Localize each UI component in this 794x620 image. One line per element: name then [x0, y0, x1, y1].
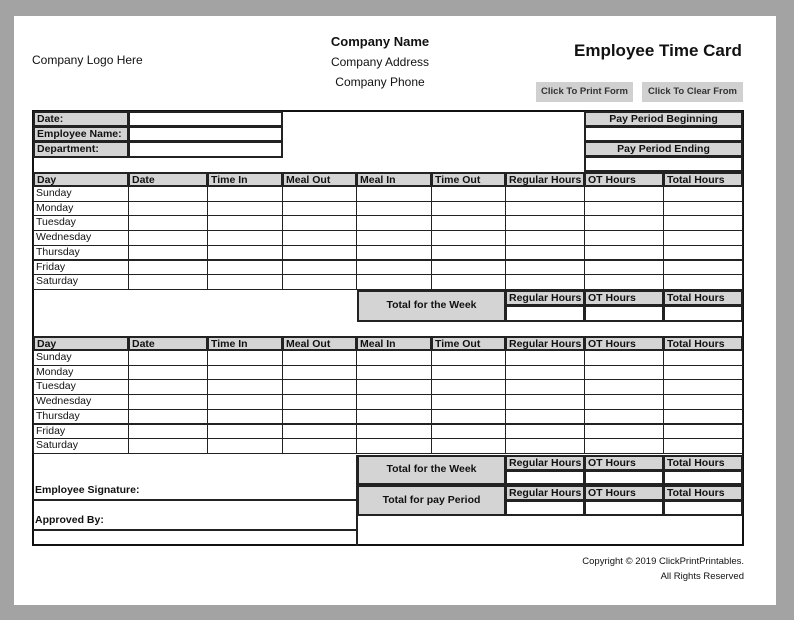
week1-monday-date-cell[interactable] — [128, 201, 208, 217]
week1-total-regular-hours-field[interactable] — [505, 305, 585, 322]
week1-header-regular-hours: Regular Hours — [505, 172, 585, 187]
week2-day-saturday: Saturday — [33, 438, 129, 454]
week2-total-ot-hours-label: OT Hours — [584, 455, 664, 471]
week2-friday-total-hours-cell[interactable] — [663, 424, 743, 440]
week2-day-friday: Friday — [33, 424, 129, 440]
week2-wednesday-time-in-cell[interactable] — [207, 394, 283, 410]
week1-friday-total-hours-cell[interactable] — [663, 260, 743, 276]
week1-day-monday: Monday — [33, 201, 129, 217]
week2-friday-regular-hours-cell[interactable] — [505, 424, 585, 440]
week1-friday-meal-in-cell[interactable] — [356, 260, 432, 276]
date-label: Date: — [33, 111, 129, 127]
week1-wednesday-meal-out-cell[interactable] — [282, 230, 357, 246]
week2-sunday-total-hours-cell[interactable] — [663, 350, 743, 366]
week1-thursday-regular-hours-cell[interactable] — [505, 245, 585, 261]
week2-total-regular-hours-label: Regular Hours — [505, 455, 585, 471]
week2-friday-meal-out-cell[interactable] — [282, 424, 357, 440]
week1-wednesday-time-out-cell[interactable] — [431, 230, 506, 246]
week1-total-label: Total for the Week — [357, 290, 506, 322]
week1-monday-meal-in-cell[interactable] — [356, 201, 432, 217]
week1-wednesday-total-hours-cell[interactable] — [663, 230, 743, 246]
week1-monday-ot-hours-cell[interactable] — [584, 201, 664, 217]
week1-saturday-total-hours-cell[interactable] — [663, 274, 743, 290]
week2-wednesday-regular-hours-cell[interactable] — [505, 394, 585, 410]
company-phone: Company Phone — [335, 75, 425, 89]
week2-header-date: Date — [128, 336, 208, 351]
pay-period-total-ot-hours-label: OT Hours — [584, 485, 664, 501]
pay-period-total-ot-hours-field[interactable] — [584, 500, 664, 516]
week1-total-ot-hours-label: OT Hours — [584, 290, 664, 306]
week1-thursday-meal-out-cell[interactable] — [282, 245, 357, 261]
date-field[interactable] — [128, 111, 283, 127]
week2-tuesday-date-cell[interactable] — [128, 379, 208, 395]
week1-wednesday-ot-hours-cell[interactable] — [584, 230, 664, 246]
week2-header-total-hours: Total Hours — [663, 336, 743, 351]
week2-header-meal-in: Meal In — [356, 336, 432, 351]
week1-total-total-hours-label: Total Hours — [663, 290, 743, 306]
week1-friday-time-in-cell[interactable] — [207, 260, 283, 276]
week1-day-sunday: Sunday — [33, 186, 129, 202]
company-name: Company Name — [330, 34, 430, 49]
week1-friday-time-out-cell[interactable] — [431, 260, 506, 276]
week2-wednesday-ot-hours-cell[interactable] — [584, 394, 664, 410]
week2-saturday-date-cell[interactable] — [128, 438, 208, 454]
week2-saturday-meal-in-cell[interactable] — [356, 438, 432, 454]
week2-header-time-in: Time In — [207, 336, 283, 351]
week1-monday-regular-hours-cell[interactable] — [505, 201, 585, 217]
pay-period-beginning-field[interactable] — [584, 126, 743, 142]
week1-day-thursday: Thursday — [33, 245, 129, 261]
pay-period-total-label: Total for pay Period — [357, 485, 506, 516]
week2-friday-time-in-cell[interactable] — [207, 424, 283, 440]
week2-thursday-regular-hours-cell[interactable] — [505, 409, 585, 425]
week2-total-label: Total for the Week — [357, 455, 506, 485]
week1-wednesday-regular-hours-cell[interactable] — [505, 230, 585, 246]
week2-friday-date-cell[interactable] — [128, 424, 208, 440]
week1-friday-regular-hours-cell[interactable] — [505, 260, 585, 276]
week1-sunday-meal-out-cell[interactable] — [282, 186, 357, 202]
week1-sunday-regular-hours-cell[interactable] — [505, 186, 585, 202]
week1-monday-time-out-cell[interactable] — [431, 201, 506, 217]
week1-tuesday-ot-hours-cell[interactable] — [584, 215, 664, 231]
pay-period-ending-field[interactable] — [584, 156, 743, 172]
week2-thursday-total-hours-cell[interactable] — [663, 409, 743, 425]
department-field[interactable] — [128, 141, 283, 158]
week2-monday-time-out-cell[interactable] — [431, 365, 506, 381]
week2-sunday-meal-in-cell[interactable] — [356, 350, 432, 366]
week2-saturday-ot-hours-cell[interactable] — [584, 438, 664, 454]
week1-sunday-total-hours-cell[interactable] — [663, 186, 743, 202]
approved-by-field[interactable] — [33, 530, 358, 546]
week2-total-ot-hours-field[interactable] — [584, 470, 664, 485]
week1-day-wednesday: Wednesday — [33, 230, 129, 246]
week1-day-tuesday: Tuesday — [33, 215, 129, 231]
week2-day-monday: Monday — [33, 365, 129, 381]
week1-monday-time-in-cell[interactable] — [207, 201, 283, 217]
week1-saturday-meal-in-cell[interactable] — [356, 274, 432, 290]
week2-friday-ot-hours-cell[interactable] — [584, 424, 664, 440]
week2-day-tuesday: Tuesday — [33, 379, 129, 395]
week2-saturday-time-out-cell[interactable] — [431, 438, 506, 454]
week2-thursday-meal-out-cell[interactable] — [282, 409, 357, 425]
employee-name-field[interactable] — [128, 126, 283, 142]
week2-sunday-ot-hours-cell[interactable] — [584, 350, 664, 366]
page-title: Employee Time Card — [574, 41, 742, 60]
week1-friday-date-cell[interactable] — [128, 260, 208, 276]
week2-thursday-time-out-cell[interactable] — [431, 409, 506, 425]
pay-period-total-total-hours-field[interactable] — [663, 500, 743, 516]
week2-thursday-date-cell[interactable] — [128, 409, 208, 425]
week2-tuesday-time-in-cell[interactable] — [207, 379, 283, 395]
week1-header-time-out: Time Out — [431, 172, 506, 187]
pay-period-beginning-label: Pay Period Beginning — [584, 111, 743, 127]
company-address: Company Address — [330, 55, 430, 69]
week2-sunday-time-out-cell[interactable] — [431, 350, 506, 366]
week1-wednesday-date-cell[interactable] — [128, 230, 208, 246]
week1-header-time-in: Time In — [207, 172, 283, 187]
week2-sunday-date-cell[interactable] — [128, 350, 208, 366]
week2-wednesday-time-out-cell[interactable] — [431, 394, 506, 410]
week2-monday-meal-in-cell[interactable] — [356, 365, 432, 381]
week2-monday-regular-hours-cell[interactable] — [505, 365, 585, 381]
week2-header-meal-out: Meal Out — [282, 336, 357, 351]
time-card-sheet — [14, 16, 776, 605]
week1-header-date: Date — [128, 172, 208, 187]
week2-monday-total-hours-cell[interactable] — [663, 365, 743, 381]
week2-saturday-meal-out-cell[interactable] — [282, 438, 357, 454]
week1-saturday-ot-hours-cell[interactable] — [584, 274, 664, 290]
week1-total-total-hours-field[interactable] — [663, 305, 743, 322]
week2-header-regular-hours: Regular Hours — [505, 336, 585, 351]
week1-tuesday-regular-hours-cell[interactable] — [505, 215, 585, 231]
week2-tuesday-regular-hours-cell[interactable] — [505, 379, 585, 395]
copyright-text: Copyright © 2019 ClickPrintPrintables. — [582, 556, 744, 567]
week2-tuesday-meal-out-cell[interactable] — [282, 379, 357, 395]
week1-sunday-time-in-cell[interactable] — [207, 186, 283, 202]
week2-friday-time-out-cell[interactable] — [431, 424, 506, 440]
company-logo-placeholder: Company Logo Here — [32, 53, 143, 67]
week1-total-regular-hours-label: Regular Hours — [505, 290, 585, 306]
week1-tuesday-time-in-cell[interactable] — [207, 215, 283, 231]
week1-header-total-hours: Total Hours — [663, 172, 743, 187]
week1-sunday-date-cell[interactable] — [128, 186, 208, 202]
week1-saturday-time-in-cell[interactable] — [207, 274, 283, 290]
week2-wednesday-total-hours-cell[interactable] — [663, 394, 743, 410]
print-form-button[interactable]: Click To Print Form — [536, 82, 633, 102]
week1-wednesday-meal-in-cell[interactable] — [356, 230, 432, 246]
week1-saturday-meal-out-cell[interactable] — [282, 274, 357, 290]
week1-sunday-time-out-cell[interactable] — [431, 186, 506, 202]
week1-day-friday: Friday — [33, 260, 129, 276]
approved-by-label: Approved By: — [33, 500, 358, 531]
week2-monday-meal-out-cell[interactable] — [282, 365, 357, 381]
week2-sunday-meal-out-cell[interactable] — [282, 350, 357, 366]
week1-thursday-total-hours-cell[interactable] — [663, 245, 743, 261]
week1-thursday-date-cell[interactable] — [128, 245, 208, 261]
week1-day-saturday: Saturday — [33, 274, 129, 290]
week1-monday-meal-out-cell[interactable] — [282, 201, 357, 217]
clear-form-button[interactable]: Click To Clear From — [642, 82, 743, 102]
week2-saturday-time-in-cell[interactable] — [207, 438, 283, 454]
week2-monday-ot-hours-cell[interactable] — [584, 365, 664, 381]
week2-tuesday-total-hours-cell[interactable] — [663, 379, 743, 395]
week2-sunday-time-in-cell[interactable] — [207, 350, 283, 366]
week1-tuesday-date-cell[interactable] — [128, 215, 208, 231]
week2-day-sunday: Sunday — [33, 350, 129, 366]
week2-thursday-meal-in-cell[interactable] — [356, 409, 432, 425]
week2-header-day: Day — [33, 336, 129, 351]
employee-name-label: Employee Name: — [33, 126, 129, 142]
week2-tuesday-ot-hours-cell[interactable] — [584, 379, 664, 395]
week2-wednesday-meal-out-cell[interactable] — [282, 394, 357, 410]
week1-tuesday-time-out-cell[interactable] — [431, 215, 506, 231]
week2-thursday-time-in-cell[interactable] — [207, 409, 283, 425]
week2-tuesday-time-out-cell[interactable] — [431, 379, 506, 395]
week2-day-wednesday: Wednesday — [33, 394, 129, 410]
week1-saturday-regular-hours-cell[interactable] — [505, 274, 585, 290]
week1-header-day: Day — [33, 172, 129, 187]
week1-sunday-ot-hours-cell[interactable] — [584, 186, 664, 202]
week1-thursday-time-in-cell[interactable] — [207, 245, 283, 261]
week2-wednesday-meal-in-cell[interactable] — [356, 394, 432, 410]
pay-period-total-total-hours-label: Total Hours — [663, 485, 743, 501]
week1-sunday-meal-in-cell[interactable] — [356, 186, 432, 202]
week2-saturday-regular-hours-cell[interactable] — [505, 438, 585, 454]
pay-period-total-regular-hours-field[interactable] — [505, 500, 585, 516]
week1-thursday-time-out-cell[interactable] — [431, 245, 506, 261]
week1-tuesday-meal-in-cell[interactable] — [356, 215, 432, 231]
week2-saturday-total-hours-cell[interactable] — [663, 438, 743, 454]
week1-header-meal-out: Meal Out — [282, 172, 357, 187]
week2-tuesday-meal-in-cell[interactable] — [356, 379, 432, 395]
week1-wednesday-time-in-cell[interactable] — [207, 230, 283, 246]
week1-thursday-ot-hours-cell[interactable] — [584, 245, 664, 261]
week1-header-meal-in: Meal In — [356, 172, 432, 187]
week1-friday-meal-out-cell[interactable] — [282, 260, 357, 276]
week1-thursday-meal-in-cell[interactable] — [356, 245, 432, 261]
week2-total-regular-hours-field[interactable] — [505, 470, 585, 485]
week1-total-ot-hours-field[interactable] — [584, 305, 664, 322]
week2-wednesday-date-cell[interactable] — [128, 394, 208, 410]
week1-header-ot-hours: OT Hours — [584, 172, 664, 187]
week2-total-total-hours-field[interactable] — [663, 470, 743, 485]
week2-day-thursday: Thursday — [33, 409, 129, 425]
week2-thursday-ot-hours-cell[interactable] — [584, 409, 664, 425]
employee-signature-label: Employee Signature: — [33, 455, 358, 501]
department-label: Department: — [33, 141, 129, 158]
week1-saturday-date-cell[interactable] — [128, 274, 208, 290]
rights-text: All Rights Reserved — [660, 571, 744, 582]
week1-saturday-time-out-cell[interactable] — [431, 274, 506, 290]
week2-sunday-regular-hours-cell[interactable] — [505, 350, 585, 366]
week2-monday-date-cell[interactable] — [128, 365, 208, 381]
week1-friday-ot-hours-cell[interactable] — [584, 260, 664, 276]
pay-period-ending-label: Pay Period Ending — [584, 141, 743, 157]
week2-monday-time-in-cell[interactable] — [207, 365, 283, 381]
week2-header-time-out: Time Out — [431, 336, 506, 351]
pay-period-total-regular-hours-label: Regular Hours — [505, 485, 585, 501]
week1-tuesday-total-hours-cell[interactable] — [663, 215, 743, 231]
week2-header-ot-hours: OT Hours — [584, 336, 664, 351]
week2-friday-meal-in-cell[interactable] — [356, 424, 432, 440]
week1-monday-total-hours-cell[interactable] — [663, 201, 743, 217]
week1-tuesday-meal-out-cell[interactable] — [282, 215, 357, 231]
week2-total-total-hours-label: Total Hours — [663, 455, 743, 471]
